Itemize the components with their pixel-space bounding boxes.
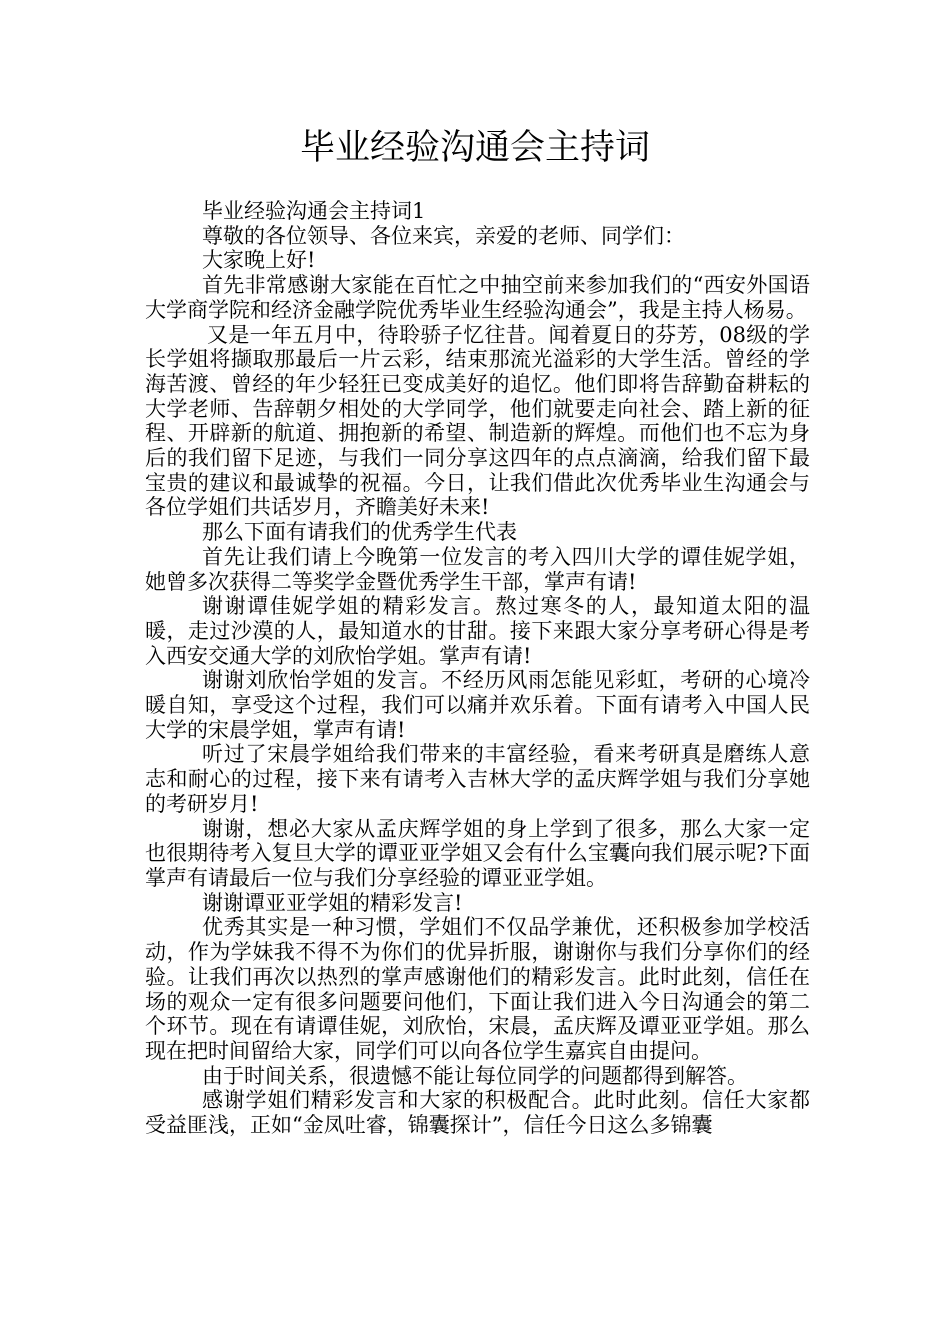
paragraph-qa-end: 由于时间关系，很遗憾不能让每位同学的问题都得到解答。 [202, 1063, 748, 1088]
paragraph-qa-intro: 优秀其实是一种习惯，学姐们不仅品学兼优，还积极参加学校活动，作为学妹我不得不为你们的优异折服，谢谢你与我们分享你们的经验。让我们再次以热烈的掌声感谢他们的精彩发言。此时此刻，信任在场的观众一定有很多问题要问他们，下面让我们进入今日沟通会的第二个环节。现在有请谭佳妮，刘欣怡，宋晨，孟庆辉及谭亚亚学姐。那么现在把时间留给大家，同学们可以向各位学生嘉宾自由提问。 [145, 915, 810, 1063]
paragraph-thanks: 谢谢谭亚亚学姐的精彩发言! [202, 890, 463, 915]
paragraph-greeting: 大家晚上好! [202, 248, 316, 273]
paragraph-speaker-4: 听过了宋晨学姐给我们带来的丰富经验，看来考研真是磨练人意志和耐心的过程，接下来有请考入吉林大学的孟庆辉学姐与我们分享她的考研岁月! [145, 742, 810, 816]
paragraph-speaker-5: 谢谢，想必大家从孟庆辉学姐的身上学到了很多，那么大家一定也很期待考入复旦大学的谭亚亚学姐又会有什么宝囊向我们展示呢?下面掌声有请最后一位与我们分享经验的谭亚亚学姐。 [145, 816, 810, 890]
paragraph-opening: 首先非常感谢大家能在百忙之中抽空前来参加我们的“西安外国语大学商学院和经济金融学院优秀毕业生经验沟通会”，我是主持人杨易。 [145, 273, 810, 322]
paragraph-speaker-1: 首先让我们请上今晚第一位发言的考入四川大学的谭佳妮学姐，她曾多次获得二等奖学金暨优秀学生干部，掌声有请! [145, 544, 810, 594]
paragraph-speaker-3: 谢谢刘欣怡学姐的发言。不经历风雨怎能见彩虹，考研的心境冷暖自知，享受这个过程，我们可以痛并欢乐着。下面有请考入中国人民大学的宋晨学姐，掌声有请! [145, 668, 810, 742]
paragraph-salutation: 尊敬的各位领导、各位来宾，亲爱的老师、同学们： [202, 223, 685, 248]
paragraph-heading: 毕业经验沟通会主持词1 [202, 199, 426, 223]
document-title: 毕业经验沟通会主持词 [299, 128, 650, 168]
paragraph-speaker-2: 谢谢谭佳妮学姐的精彩发言。熬过寒冬的人，最知道太阳的温暖，走过沙漠的人，最知道水的甘甜。接下来跟大家分享考研心得是考入西安交通大学的刘欣怡学姐。掌声有请! [145, 594, 810, 668]
paragraph-closing: 感谢学姐们精彩发言和大家的积极配合。此时此刻。信任大家都受益匪浅，正如“金凤吐睿，锦囊探计”，信任今日这么多锦囊 [145, 1088, 810, 1138]
paragraph-transition: 那么下面有请我们的优秀学生代表 [202, 520, 517, 545]
document-body [145, 199, 810, 1138]
paragraph-introduction: 又是一年五月中，待聆骄子忆往昔。闻着夏日的芬芳，08级的学长学姐将撷取那最后一片云彩，结束那流光溢彩的大学生活。曾经的学海苦渡、曾经的年少轻狂已变成美好的追忆。他们即将告辞勤奋耕耘的大学老师、告辞朝夕相处的大学同学，他们就要走向社会、踏上新的征程、开辟新的航道、拥抱新的希望、制造新的辉煌。而他们也不忘为身后的我们留下足迹，与我们一同分享这四年的点点滴滴，给我们留下最宝贵的建议和最诚挚的祝福。今日，让我们借此次优秀毕业生沟通会与各位学姐们共话岁月，齐瞻美好未来! [145, 322, 810, 520]
